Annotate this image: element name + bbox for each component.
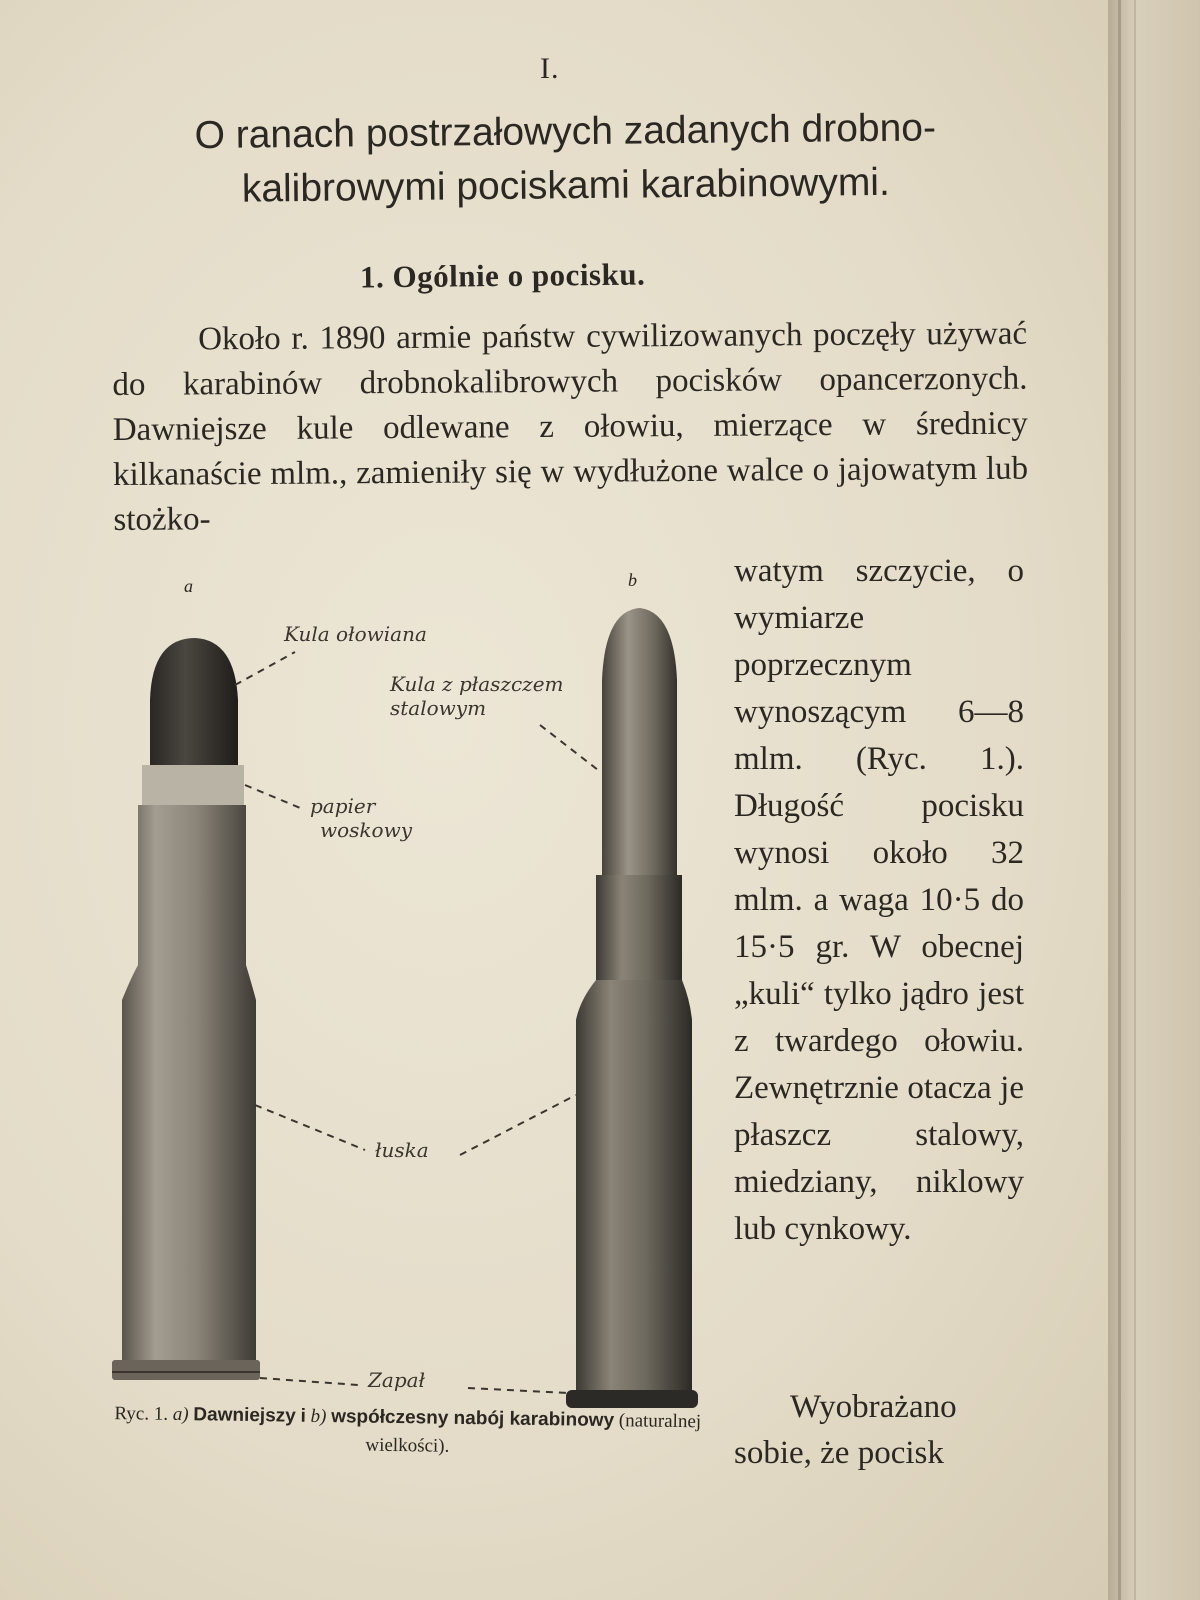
annotation-paper-line2: woskowy xyxy=(320,818,413,842)
chapter-number: I. xyxy=(540,52,560,85)
chapter-title-line1: O ranach postrzałowych zadanych drobno- xyxy=(194,106,937,158)
cartridge-b xyxy=(566,608,698,1408)
rim-a xyxy=(112,1360,260,1380)
main-paragraph xyxy=(112,312,1029,543)
caption-suffix: (naturalnej wielkości). xyxy=(365,1410,702,1457)
leader-lines xyxy=(235,652,598,1393)
rim-b xyxy=(566,1390,698,1408)
wax-paper xyxy=(142,765,244,807)
annotation-jacket-line1: Kula z płaszczem xyxy=(390,672,564,696)
annotation-primer: Zapał xyxy=(368,1368,426,1392)
cartridge-figure xyxy=(100,560,720,1410)
annotation-lead-bullet: Kula ołowiana xyxy=(284,622,427,646)
spine-edge-inner xyxy=(1134,0,1136,1600)
figure-label-b: b xyxy=(628,570,637,590)
spine-edge xyxy=(1118,0,1121,1600)
next-paragraph-text: Wyobrażano sobie, że pocisk xyxy=(734,1389,957,1471)
column-paragraph: watym szczycie, o wymiarze poprzecznym wynoszącym 6—8 mlm. (Ryc. 1.). Długość pocisku wynosi około 32 mlm. a waga 10·5 do 15·5 gr. W obecnej „kuli“ tylko jądro jest z twardego ołowiu. Zewnętrznie otacza je płaszcz stalowy, miedziany, niklowy lub cynkowy. xyxy=(734,553,1024,1247)
case-b xyxy=(576,980,692,1390)
caption-prefix: Ryc. 1. xyxy=(114,1403,169,1425)
chapter-title-line2: kalibrowymi pociskami karabinowymi. xyxy=(241,160,891,211)
case-a xyxy=(122,805,256,1360)
caption-b-marker: b) xyxy=(310,1405,327,1428)
case-neck-b xyxy=(596,875,682,985)
chapter-title xyxy=(110,100,1021,218)
caption-a-marker: a) xyxy=(172,1403,189,1426)
book-spine xyxy=(1108,0,1200,1600)
annotation-case: łuska xyxy=(375,1138,429,1162)
section-heading: 1. Ogólnie o pocisku. xyxy=(359,256,646,295)
jacketed-bullet xyxy=(602,608,677,880)
caption-conj: i xyxy=(300,1405,306,1427)
lead-bullet xyxy=(150,638,238,775)
annotation-paper-line1: papier xyxy=(310,794,376,818)
main-paragraph-text: Około r. 1890 armie państw cywilizowanych poczęły używać do karabinów drobnokalibrowych pocisków opancerzonych. Dawniejsze kule odlewane z ołowiu, mierzące w średnicy kilkanaście mlm., zamieniły się w wydłużone walce o jajowatym lub stożko- xyxy=(112,315,1029,538)
annotation-jacket-line2: stalowym xyxy=(390,696,487,720)
next-paragraph xyxy=(734,1384,1024,1476)
caption-a-text: Dawniejszy xyxy=(193,1404,296,1427)
figure-label-a: a xyxy=(184,576,193,596)
cartridge-a xyxy=(112,638,260,1380)
caption-b-text: współczesny nabój karabinowy xyxy=(331,1406,615,1432)
figure-caption xyxy=(107,1400,708,1464)
